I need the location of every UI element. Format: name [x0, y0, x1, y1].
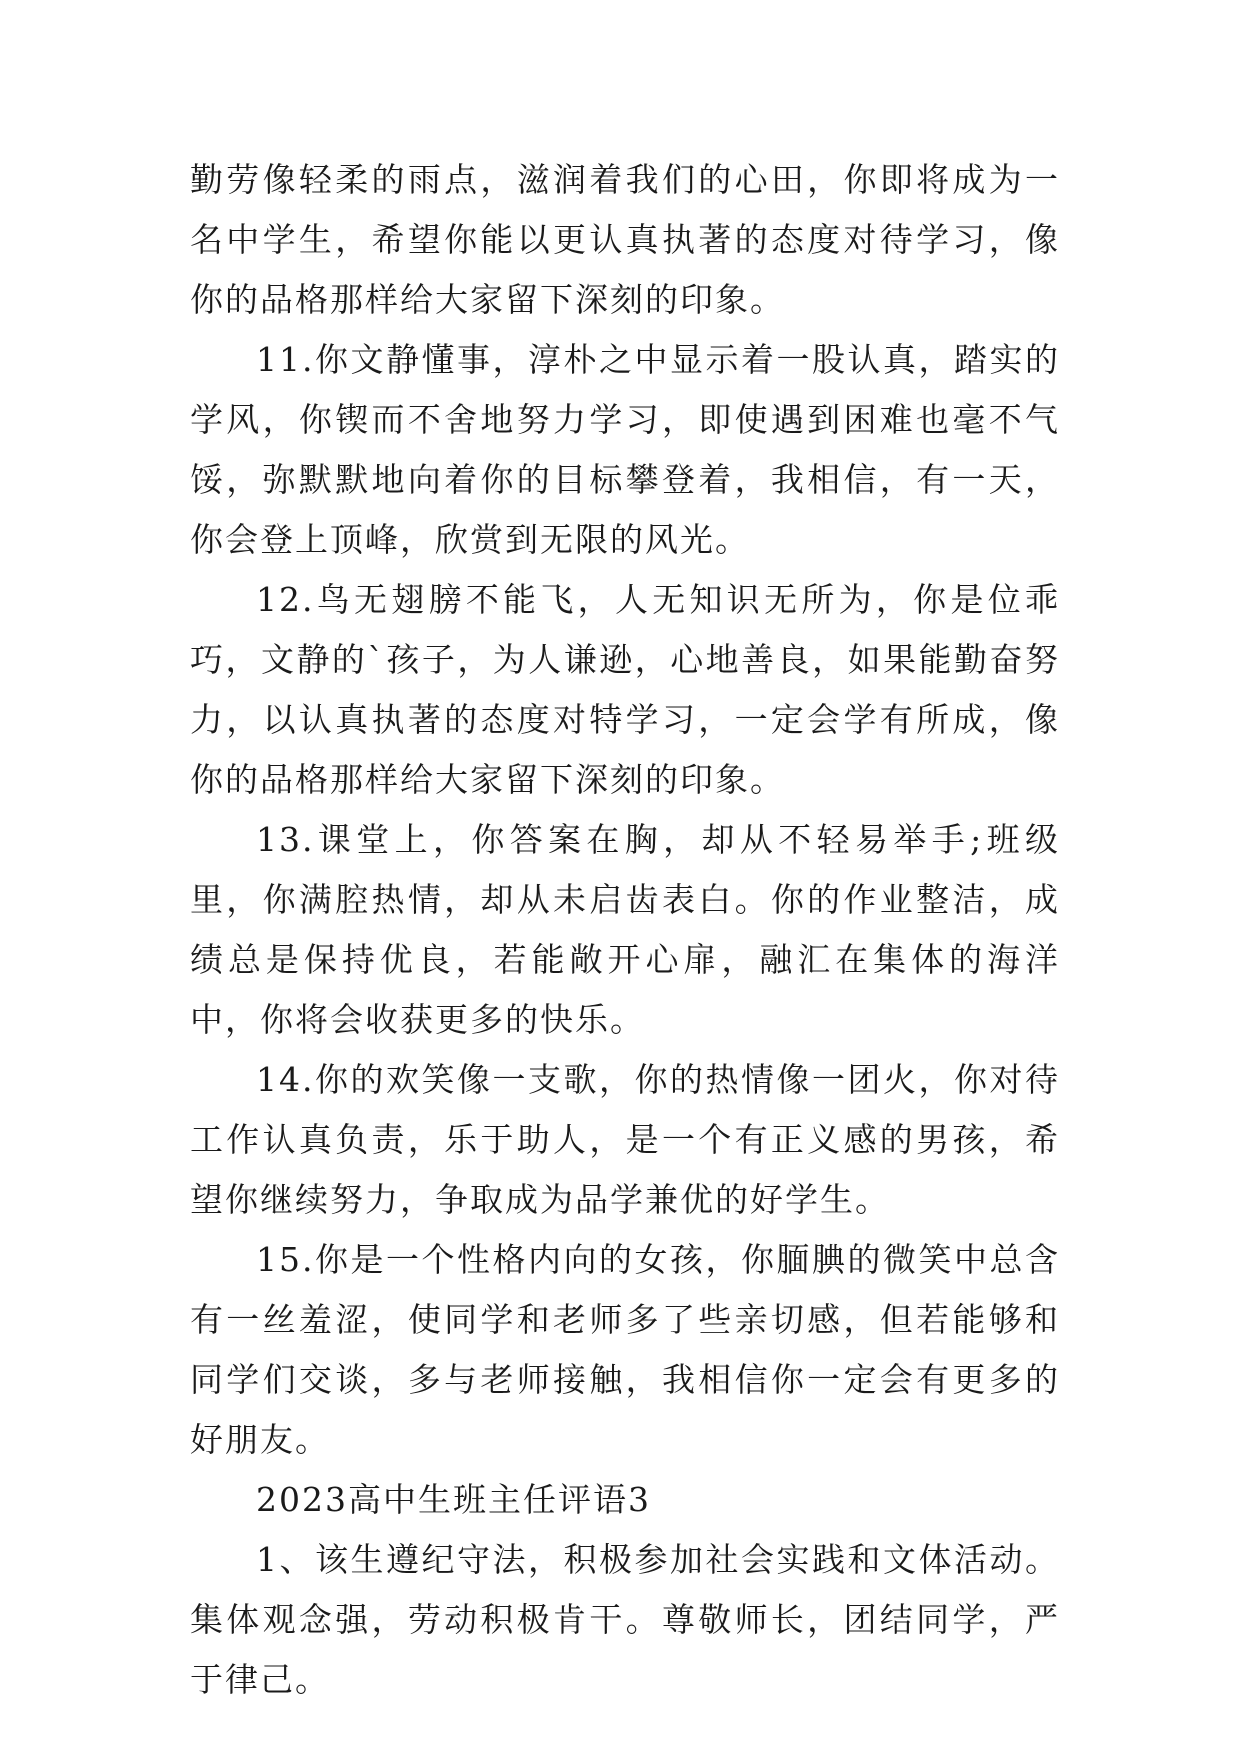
paragraph-14: 14.你的欢笑像一支歌，你的热情像一团火，你对待工作认真负责，乐于助人，是一个有正义感的男孩，希望你继续努力，争取成为品学兼优的好学生。	[190, 1060, 1060, 1219]
paragraph-12: 12.鸟无翅膀不能飞，人无知识无所为，你是位乖巧，文静的`孩子，为人谦逊，心地善良，如果能勤奋努力，以认真执著的态度对特学习，一定会学有所成，像你的品格那样给大家留下深刻的印象。	[190, 580, 1060, 799]
section-heading: 2023高中生班主任评语3	[256, 1480, 651, 1519]
paragraph-15: 15.你是一个性格内向的女孩，你腼腆的微笑中总含有一丝羞涩，使同学和老师多了些亲切感，但若能够和同学们交谈，多与老师接触，我相信你一定会有更多的好朋友。	[190, 1240, 1060, 1459]
paragraph-10-continued: 勤劳像轻柔的雨点，滋润着我们的心田，你即将成为一名中学生，希望你能以更认真执著的态度对待学习，像你的品格那样给大家留下深刻的印象。	[190, 160, 1060, 319]
document-body	[190, 150, 1060, 1710]
paragraph-11: 11.你文静懂事，淳朴之中显示着一股认真，踏实的学风，你锲而不舍地努力学习，即使遇到困难也毫不气馁，弥默默地向着你的目标攀登着，我相信，有一天，你会登上顶峰，欣赏到无限的风光。	[190, 340, 1060, 559]
paragraph-3-1: 1、该生遵纪守法，积极参加社会实践和文体活动。集体观念强，劳动积极肯干。尊敬师长，团结同学，严于律己。	[190, 1540, 1060, 1699]
paragraph-13: 13.课堂上，你答案在胸，却从不轻易举手;班级里，你满腔热情，却从未启齿表白。你的作业整洁，成绩总是保持优良，若能敞开心扉，融汇在集体的海洋中，你将会收获更多的快乐。	[190, 820, 1060, 1039]
